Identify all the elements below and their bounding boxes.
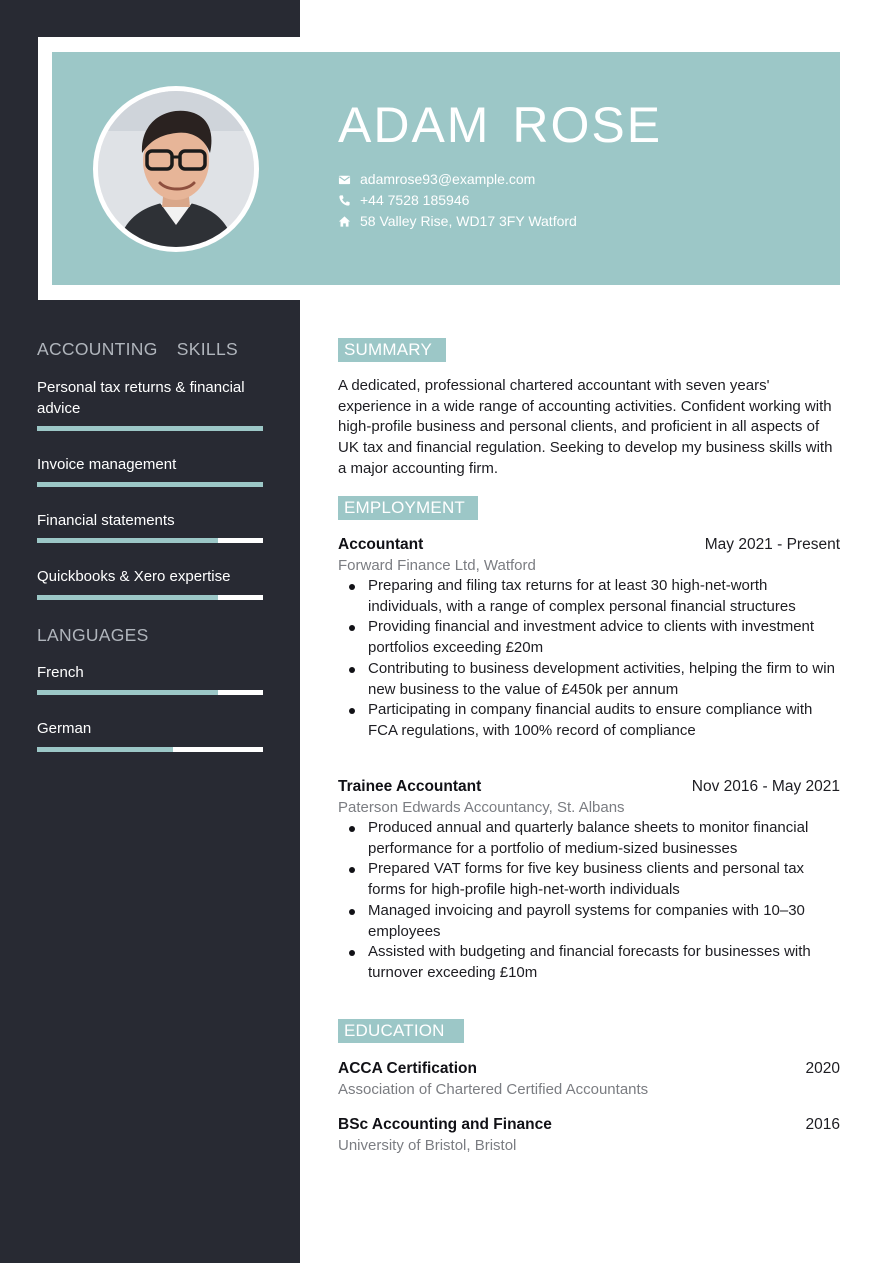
job-date: Nov 2016 - May 2021	[691, 778, 840, 795]
education-heading: EDUCATION	[338, 1019, 464, 1043]
job-date: May 2021 - Present	[704, 536, 840, 553]
skill-item	[37, 510, 263, 531]
skill-label: Invoice management	[37, 456, 177, 473]
education-entry	[338, 1058, 840, 1100]
job-bullets	[338, 576, 840, 742]
skill-level-bar	[37, 595, 263, 600]
contact-email-row	[338, 171, 535, 187]
language-label: French	[37, 664, 84, 681]
language-item	[37, 718, 263, 739]
education-year: 2016	[805, 1116, 840, 1133]
education-year: 2020	[805, 1060, 840, 1077]
language-item	[37, 662, 263, 683]
skill-item	[37, 566, 263, 587]
list-item: Prepared VAT forms for five key business clients and personal tax forms for high-profile high-net-worth individuals	[338, 859, 840, 900]
list-item: Preparing and filing tax returns for at least 30 high-net-worth individuals, with a range of complex personal financial structures	[338, 576, 840, 617]
contact-email[interactable]: adamrose93@example.com	[360, 171, 536, 187]
avatar	[98, 91, 254, 247]
skill-item	[37, 377, 263, 419]
education-entry	[338, 1114, 840, 1156]
education-title: ACCA Certification	[338, 1060, 477, 1077]
contact-phone-row	[338, 192, 469, 208]
education-institution: Association of Chartered Certified Accountants	[338, 1081, 649, 1098]
list-item: Providing financial and investment advice to clients with investment portfolios exceeding £20m	[338, 617, 840, 658]
contact-address: 58 Valley Rise, WD17 3FY Watford	[360, 213, 577, 229]
summary-text: A dedicated, professional chartered accountant with seven years' experience in a wide range of accounting activities. Confident working with high-profile business and personal clients, and proficient in all aspects of UK tax and financial regulation. Seeking to develop my business skills with a major accounting firm.	[338, 377, 833, 477]
employment-heading: EMPLOYMENT	[338, 496, 478, 520]
list-item: Produced annual and quarterly balance sheets to monitor financial performance for a portfolio of medium-sized businesses	[338, 818, 840, 859]
phone-icon	[338, 194, 351, 207]
candidate-name: ADAM ROSE	[338, 97, 663, 153]
skill-level-bar	[37, 482, 263, 487]
skill-label: Financial statements	[37, 512, 175, 529]
skill-level-bar	[37, 426, 263, 431]
job-bullets	[338, 818, 840, 984]
job-title: Trainee Accountant	[338, 778, 482, 795]
language-level-bar	[37, 690, 263, 695]
language-level-bar	[37, 747, 263, 752]
summary-heading: SUMMARY	[338, 338, 446, 362]
skill-label: Quickbooks & Xero expertise	[37, 568, 231, 585]
job-company: Paterson Edwards Accountancy, St. Albans	[338, 799, 625, 816]
job-title: Accountant	[338, 536, 424, 553]
skill-label: Personal tax returns & financial advice	[37, 379, 245, 417]
avatar-portrait-icon	[98, 91, 254, 247]
list-item: Contributing to business development activities, helping the firm to win new business to the value of £450k per annum	[338, 659, 840, 700]
education-institution: University of Bristol, Bristol	[338, 1137, 517, 1154]
education-title: BSc Accounting and Finance	[338, 1116, 552, 1133]
skills-heading: ACCOUNTING SKILLS	[37, 339, 238, 359]
skill-level-bar	[37, 538, 263, 543]
languages-heading: LANGUAGES	[37, 625, 149, 645]
job-entry	[338, 534, 840, 742]
home-icon	[338, 215, 351, 228]
list-item: Assisted with budgeting and financial forecasts for businesses with turnover exceeding £10m	[338, 942, 840, 983]
job-entry	[338, 776, 840, 984]
contact-phone: +44 7528 185946	[360, 192, 470, 208]
language-label: German	[37, 720, 92, 737]
list-item: Participating in company financial audits to ensure compliance with FCA regulations, with 100% record of compliance	[338, 700, 840, 741]
mail-icon	[338, 173, 351, 186]
job-company: Forward Finance Ltd, Watford	[338, 557, 536, 574]
list-item: Managed invoicing and payroll systems for companies with 10–30 employees	[338, 901, 840, 942]
skill-item	[37, 454, 263, 475]
contact-address-row	[338, 213, 577, 229]
